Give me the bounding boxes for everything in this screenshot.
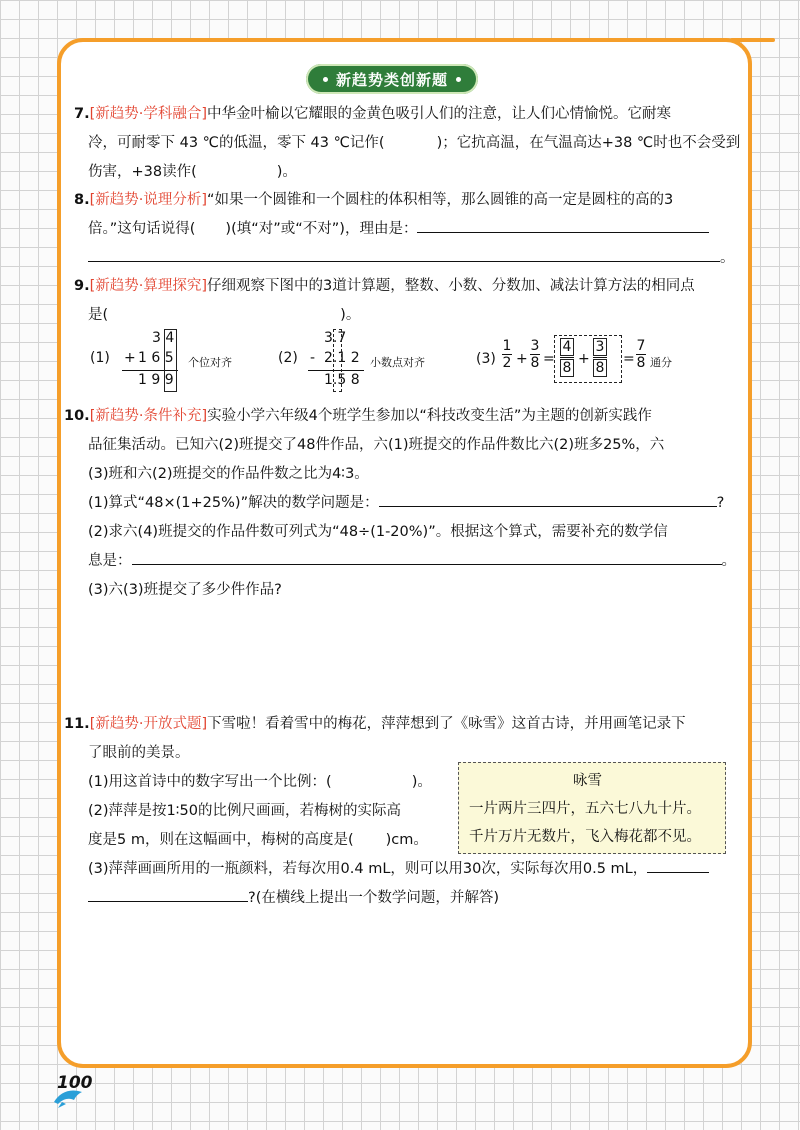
- page-frame-tail: [730, 38, 775, 42]
- calc2-align-box: [333, 329, 342, 392]
- q11-p3b: ?(在横线上提出一个数学问题，并解答): [248, 890, 500, 906]
- q10-p2-end: 。: [721, 553, 736, 569]
- frac-c-den: 8: [560, 359, 574, 377]
- q10-text1: 实验小学六年级4个班学生参加以“科技改变生活”为主题的创新实践作: [207, 408, 652, 424]
- q10-line3: [88, 462, 369, 483]
- q9-text1: 仔细观察下图中的3道计算题，整数、小数、分数加、减法计算方法的相同点: [207, 278, 695, 294]
- calc1-op: +: [124, 350, 136, 366]
- q11-part1: [88, 770, 432, 791]
- q11-p3-blank-1[interactable]: [647, 858, 709, 873]
- q8-line3: [88, 246, 735, 267]
- q9-line1: [74, 274, 695, 295]
- q11-p3a: (3)萍萍画画所用的一瓶颜料，若每次用0.4 mL，则可以用30次，实际每次用0.5 mL，: [88, 861, 648, 877]
- frac-d-bar: [593, 357, 607, 358]
- q11-line2: [88, 741, 190, 762]
- q10-text3: (3)班和六(2)班提交的作品件数之比为4∶3。: [88, 466, 369, 482]
- frac-b-den: 8: [530, 355, 540, 371]
- frac-e-num: 7: [636, 338, 646, 354]
- calc3-eq2: =: [623, 351, 635, 367]
- q11-part2: [88, 799, 401, 820]
- q10-p2b-text: 息是：: [88, 553, 132, 569]
- q11-p2c: )cm。: [385, 832, 428, 848]
- q8-line1: [74, 188, 674, 209]
- calc3-label: (3): [476, 351, 496, 367]
- q11-p3-blank-2[interactable]: [88, 887, 248, 902]
- q7-line1: [74, 102, 672, 123]
- q7-text1: 中华金叶榆以它耀眼的金黄色吸引人们的注意，让人们心情愉悦。它耐寒: [207, 106, 672, 122]
- calc2-label: (2): [278, 350, 298, 366]
- q9-calc-3: [476, 338, 676, 388]
- q10-part1: [88, 491, 724, 512]
- q11-number: 11.: [64, 716, 90, 732]
- calc3-note: 通分: [650, 356, 672, 369]
- q7-text2a: 冷，可耐零下 43 ℃的低温，零下 43 ℃记作(: [88, 135, 385, 151]
- banner-title: 新趋势类创新题: [335, 70, 448, 89]
- q11-tag: [新趋势·开放式题]: [89, 716, 208, 732]
- q9-calc-1: [90, 330, 240, 392]
- frac-c-bar: [560, 357, 574, 358]
- frac-b-num: 3: [530, 338, 540, 354]
- q10-text2: 品征集活动。已知六(2)班提交了48件作品，六(1)班提交的作品件数比六(2)班多25%，六: [88, 437, 665, 453]
- q11-part3b: [88, 886, 499, 907]
- calc3-plus1: +: [516, 351, 528, 367]
- calc1-result: 1 9 9: [138, 372, 174, 388]
- calc2-result: 1.5 8: [324, 372, 360, 388]
- q11-p2b: 度是5 m，则在这幅画中，梅树的高度是(: [88, 832, 354, 848]
- q8-reason-blank-2[interactable]: [88, 247, 720, 262]
- q8-end: 。: [720, 250, 735, 266]
- q7-text3b: )。: [276, 164, 297, 180]
- frac-e-den: 8: [636, 355, 646, 371]
- q8-text1: “如果一个圆锥和一个圆柱的体积相等，那么圆锥的高一定是圆柱的高的3: [207, 192, 674, 208]
- q10-p1-end: ?: [716, 495, 725, 511]
- q10-tag: [新趋势·条件补充]: [89, 408, 208, 424]
- frac-c: [560, 338, 574, 377]
- q10-p1-blank[interactable]: [379, 492, 717, 507]
- poem-box: [458, 762, 726, 854]
- frac-a: [502, 338, 512, 371]
- q9-tag: [新趋势·算理探究]: [89, 278, 208, 294]
- q9-number: 9.: [74, 278, 90, 294]
- q9-text2a: 是(: [88, 307, 109, 323]
- calc1-note: 个位对齐: [188, 356, 232, 369]
- q10-p2-blank[interactable]: [132, 550, 722, 565]
- frac-d-den: 8: [593, 359, 607, 377]
- q11-text2: 了眼前的美景。: [88, 745, 190, 761]
- q11-p1a: (1)用这首诗中的数字写出一个比例：(: [88, 774, 332, 790]
- q8-line2: [88, 217, 709, 238]
- q10-p2-text: (2)求六(4)班提交的作品件数可列式为“48÷(1-20%)”。根据这个算式，需要补充的数学信: [88, 524, 668, 540]
- q10-part2b: [88, 549, 736, 570]
- calc2-row1: 3.7: [324, 330, 347, 346]
- q8-text2b: )(填“对”或“不对”)，理由是：: [225, 221, 418, 237]
- q7-tag: [新趋势·学科融合]: [89, 106, 208, 122]
- q7-number: 7.: [74, 106, 90, 122]
- calc2-op: -: [310, 350, 316, 366]
- q8-reason-blank[interactable]: [417, 218, 709, 233]
- q8-text2a: 倍。”这句话说得(: [88, 221, 196, 237]
- q10-line2: [88, 433, 664, 454]
- calc2-note: 小数点对齐: [370, 356, 425, 369]
- q7-text3a: 伤害，+38读作(: [88, 164, 197, 180]
- q10-part2: [88, 520, 668, 541]
- q10-p1-text: (1)算式“48×(1+25%)”解决的数学问题是：: [88, 495, 379, 511]
- q10-number: 10.: [64, 408, 90, 424]
- banner-dot-right: [456, 77, 461, 82]
- frac-d-num: 3: [593, 338, 607, 356]
- frac-e: [636, 338, 646, 371]
- frac-a-num: 1: [502, 338, 512, 354]
- q11-part3: [88, 857, 709, 878]
- frac-c-num: 4: [560, 338, 574, 356]
- calc1-label: (1): [90, 350, 110, 366]
- frac-b: [530, 338, 540, 371]
- q11-text1: 下雪啦！看着雪中的梅花，萍萍想到了《咏雪》这首古诗，并用画笔记录下: [207, 716, 686, 732]
- q10-p3-text: (3)六(3)班提交了多少件作品?: [88, 582, 282, 598]
- q11-p1b: )。: [411, 774, 432, 790]
- calc3-eq1: =: [543, 351, 555, 367]
- q9-text2b: )。: [340, 307, 361, 323]
- q8-number: 8.: [74, 192, 90, 208]
- poem-line1: 一片两片三四片，五六七八九十片。: [469, 801, 701, 817]
- frac-a-den: 2: [502, 355, 512, 371]
- calc1-row1: 3 4: [152, 330, 175, 346]
- page-number: 100: [57, 1073, 93, 1093]
- frac-d: [593, 338, 607, 377]
- q10-line1: [64, 404, 652, 425]
- poem-line2: 千片万片无数片，飞入梅花都不见。: [469, 829, 701, 845]
- calc1-align-box: [164, 329, 177, 392]
- q7-text2b: )；它抗高温，在气温高达+38 ℃时也不会受到: [436, 135, 741, 151]
- q11-p2a: (2)萍萍是按1∶50的比例尺画画，若梅树的实际高: [88, 803, 401, 819]
- q11-part2b: [88, 828, 428, 849]
- calc3-plus2: +: [578, 351, 590, 367]
- banner-dot-left: [323, 77, 328, 82]
- q7-line3: [88, 160, 297, 181]
- calc2-row2: 2.1 2: [324, 350, 360, 366]
- q11-line1: [64, 712, 686, 733]
- q10-part3: [88, 578, 282, 599]
- section-banner: [306, 64, 478, 94]
- calc1-row2: 1 6 5: [138, 350, 174, 366]
- q7-line2: [88, 131, 740, 152]
- q9-calc-2: [278, 330, 448, 392]
- poem-title: 咏雪: [573, 773, 602, 789]
- q8-tag: [新趋势·说理分析]: [89, 192, 208, 208]
- q9-line2: [88, 303, 360, 324]
